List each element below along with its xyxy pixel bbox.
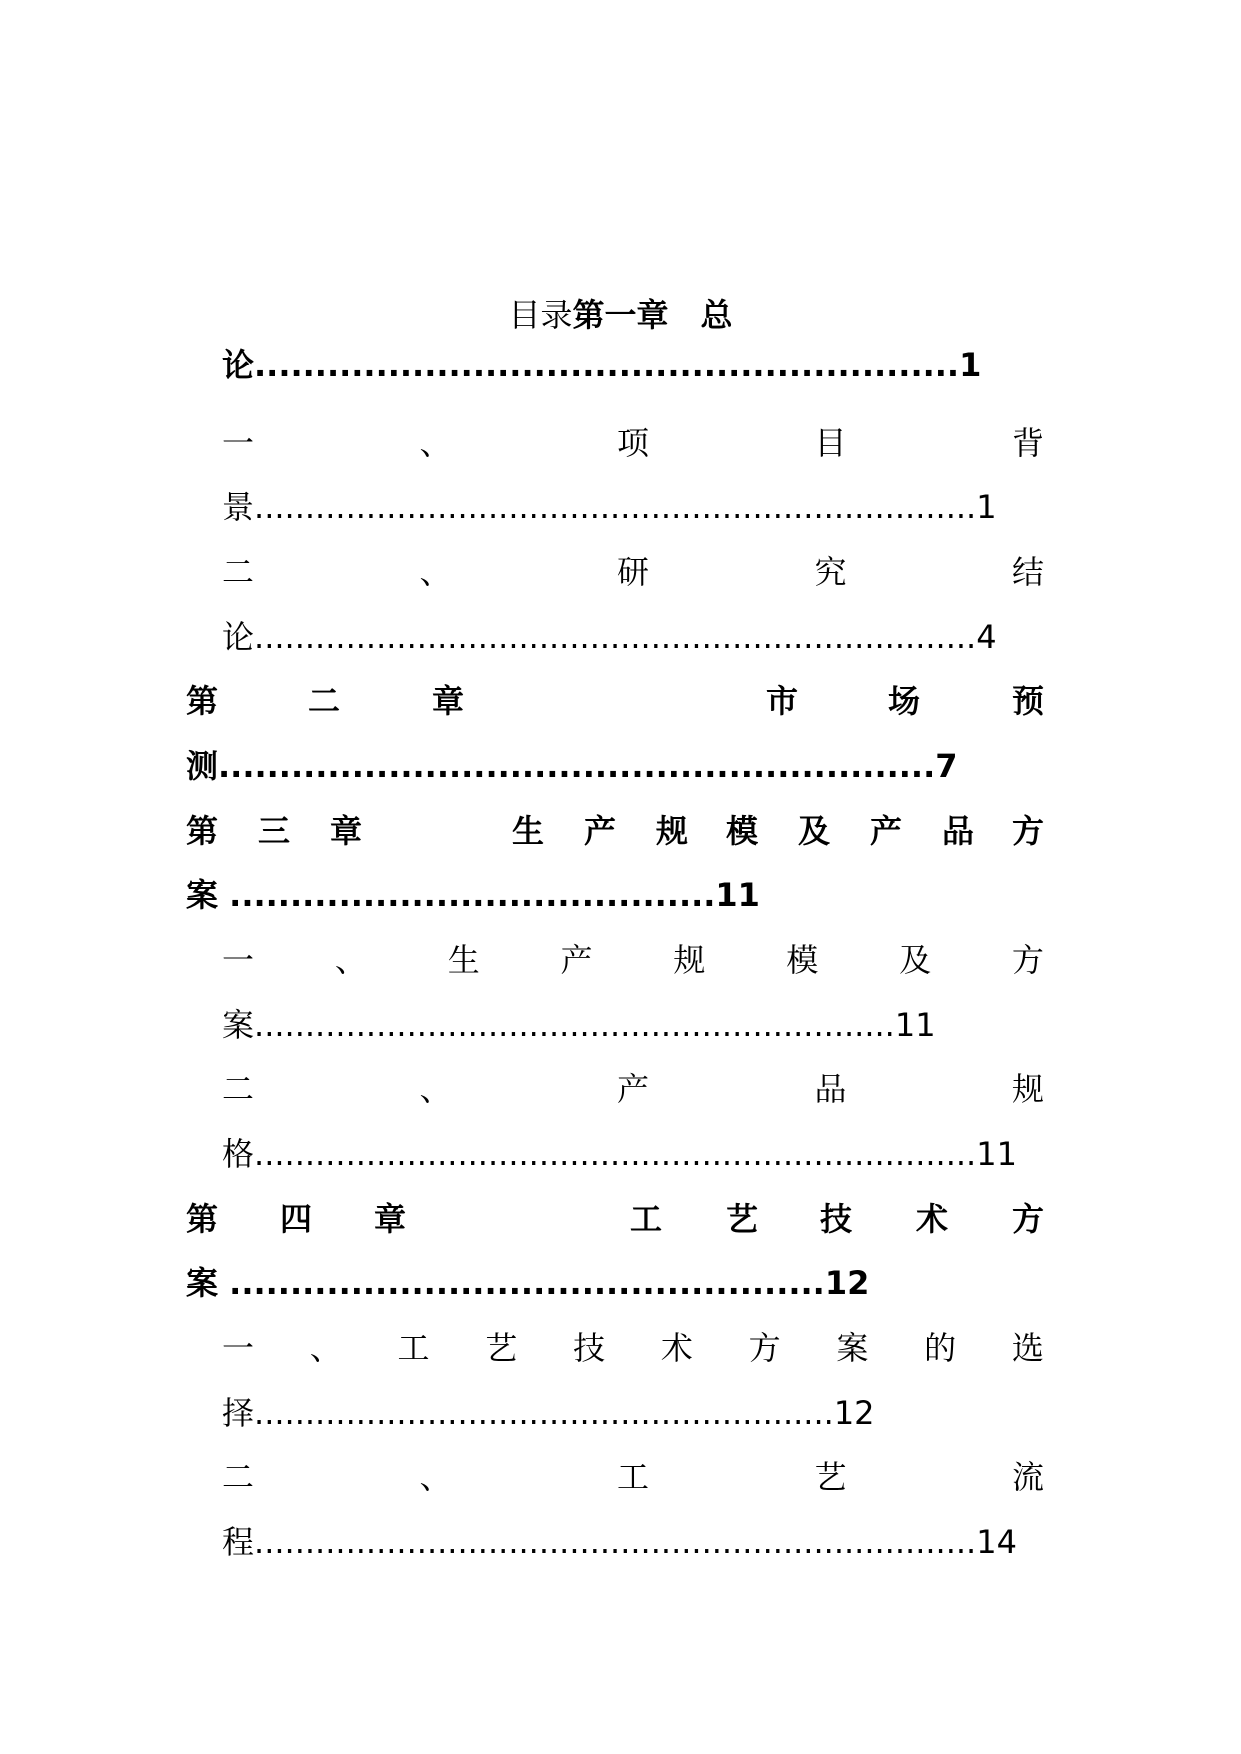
toc-entry-4-2 (222, 1517, 1017, 1567)
toc-char: 方 (1012, 1200, 1045, 1238)
toc-leader-dots: ........................................................... (218, 747, 936, 785)
toc-char: 生 (447, 941, 480, 979)
toc-char: 章 (374, 1200, 407, 1238)
toc-char: 工 (397, 1329, 430, 1367)
toc-char: 一 (222, 1329, 255, 1367)
toc-char: 产 (870, 812, 903, 850)
toc-title-chapter: 第一章 总 (572, 296, 733, 334)
toc-char: 、 (309, 1329, 342, 1367)
toc-entry-text: 案 (222, 1006, 255, 1044)
toc-char: 三 (258, 812, 291, 850)
toc-char: 工 (616, 1458, 649, 1496)
toc-char: 章 (432, 682, 465, 720)
toc-leader-dots: ............................................................... (254, 1006, 895, 1044)
toc-char: 方 (748, 1329, 781, 1367)
toc-entry-text: 论 (222, 346, 255, 384)
toc-entry-text: 程 (222, 1523, 255, 1561)
toc-entry-1-2 (222, 612, 997, 662)
toc-leader-dots: .......................................................... (254, 346, 960, 384)
toc-leader-dots: ....................................................................... (254, 1523, 977, 1561)
toc-char: 品 (814, 1070, 847, 1108)
toc-entry-chapter-2-spread (186, 676, 1044, 726)
toc-char: 技 (573, 1329, 606, 1367)
toc-char: 艺 (726, 1200, 759, 1238)
toc-char: 预 (1012, 682, 1045, 720)
toc-char: 规 (656, 812, 689, 850)
toc-leader-dots: ........................................ (229, 876, 716, 914)
toc-page-number: 11 (715, 876, 760, 914)
toc-char: 章 (330, 812, 363, 850)
toc-char: 场 (888, 682, 921, 720)
toc-entry-text: 案 (186, 876, 230, 914)
toc-entry-chapter-3-spread (186, 806, 1044, 856)
toc-char: 产 (584, 812, 617, 850)
toc-char: 背 (1011, 424, 1044, 462)
toc-char: 术 (916, 1200, 949, 1238)
toc-entry-1-1-spread (222, 418, 1044, 468)
toc-entry-chapter-4-spread (186, 1194, 1044, 1244)
toc-leader-dots: ....................................................................... (254, 488, 977, 526)
toc-char: 第 (186, 682, 219, 720)
toc-char: 术 (660, 1329, 693, 1367)
toc-leader-dots: ................................................. (229, 1264, 825, 1302)
toc-entry-text: 择 (222, 1394, 255, 1432)
toc-char: 规 (1011, 1070, 1044, 1108)
toc-page-number: 12 (824, 1264, 870, 1302)
toc-entry-text: 景 (222, 488, 255, 526)
toc-char: 二 (308, 682, 341, 720)
toc-entry-chapter-3 (186, 870, 760, 920)
toc-entry-chapter-1 (222, 340, 981, 390)
toc-entry-text: 案 (186, 1264, 230, 1302)
toc-entry-chapter-4 (186, 1258, 869, 1308)
toc-entry-4-2-spread (222, 1452, 1044, 1502)
toc-char: 二 (222, 1458, 255, 1496)
toc-char: 产 (616, 1070, 649, 1108)
toc-char: 四 (280, 1200, 313, 1238)
toc-char: 生 (512, 812, 545, 850)
toc-entry-3-1 (222, 1000, 936, 1050)
toc-entry-text: 测 (186, 747, 219, 785)
toc-char: 模 (786, 941, 819, 979)
toc-char: 研 (616, 553, 649, 591)
toc-entry-3-1-spread (222, 935, 1044, 985)
toc-char: 、 (419, 1458, 452, 1496)
toc-char: 二 (222, 553, 255, 591)
toc-char: 模 (726, 812, 759, 850)
toc-leader-dots: ......................................................... (254, 1394, 834, 1432)
toc-char: 产 (560, 941, 593, 979)
toc-char: 、 (334, 941, 367, 979)
toc-char: 及 (798, 812, 831, 850)
toc-char: 艺 (814, 1458, 847, 1496)
toc-char: 究 (814, 553, 847, 591)
toc-char: 第 (186, 1200, 219, 1238)
toc-page-number: 4 (976, 618, 997, 656)
toc-char: 选 (1011, 1329, 1044, 1367)
toc-page-number: 14 (976, 1523, 1017, 1561)
toc-char: 结 (1011, 553, 1044, 591)
toc-title (0, 290, 1241, 340)
toc-page-number: 11 (976, 1135, 1017, 1173)
toc-char: 的 (924, 1329, 957, 1367)
toc-entry-1-2-spread (222, 547, 1044, 597)
toc-char: 第 (186, 812, 219, 850)
toc-char: 艺 (485, 1329, 518, 1367)
toc-char: 工 (630, 1200, 663, 1238)
toc-char: 一 (222, 941, 255, 979)
toc-char: 流 (1011, 1458, 1044, 1496)
toc-char: 项 (616, 424, 649, 462)
toc-page-number: 12 (833, 1394, 875, 1432)
toc-entry-3-2 (222, 1129, 1017, 1179)
toc-entry-text: 论 (222, 618, 255, 656)
toc-page-number: 11 (894, 1006, 936, 1044)
toc-char: 市 (766, 682, 799, 720)
toc-title-prefix: 目录 (508, 296, 573, 334)
toc-char: 技 (820, 1200, 853, 1238)
toc-page-number: 7 (935, 747, 958, 785)
toc-entry-1-1 (222, 482, 997, 532)
toc-char: 、 (419, 1070, 452, 1108)
toc-char: 案 (836, 1329, 869, 1367)
toc-entry-3-2-spread (222, 1064, 1044, 1114)
toc-entry-4-1-spread (222, 1323, 1044, 1373)
toc-char: 目 (814, 424, 847, 462)
toc-page-number: 1 (959, 346, 982, 384)
toc-char: 方 (1011, 941, 1044, 979)
toc-page-number: 1 (976, 488, 997, 526)
toc-char: 、 (419, 424, 452, 462)
toc-char: 及 (899, 941, 932, 979)
toc-char: 品 (942, 812, 975, 850)
toc-char: 、 (419, 553, 452, 591)
toc-leader-dots: ....................................................................... (254, 1135, 977, 1173)
toc-char: 一 (222, 424, 255, 462)
toc-entry-4-1 (222, 1388, 875, 1438)
toc-char: 规 (673, 941, 706, 979)
toc-leader-dots: ....................................................................... (254, 618, 977, 656)
toc-char: 方 (1012, 812, 1045, 850)
toc-entry-chapter-2 (186, 741, 958, 791)
toc-entry-text: 格 (222, 1135, 255, 1173)
toc-char: 二 (222, 1070, 255, 1108)
